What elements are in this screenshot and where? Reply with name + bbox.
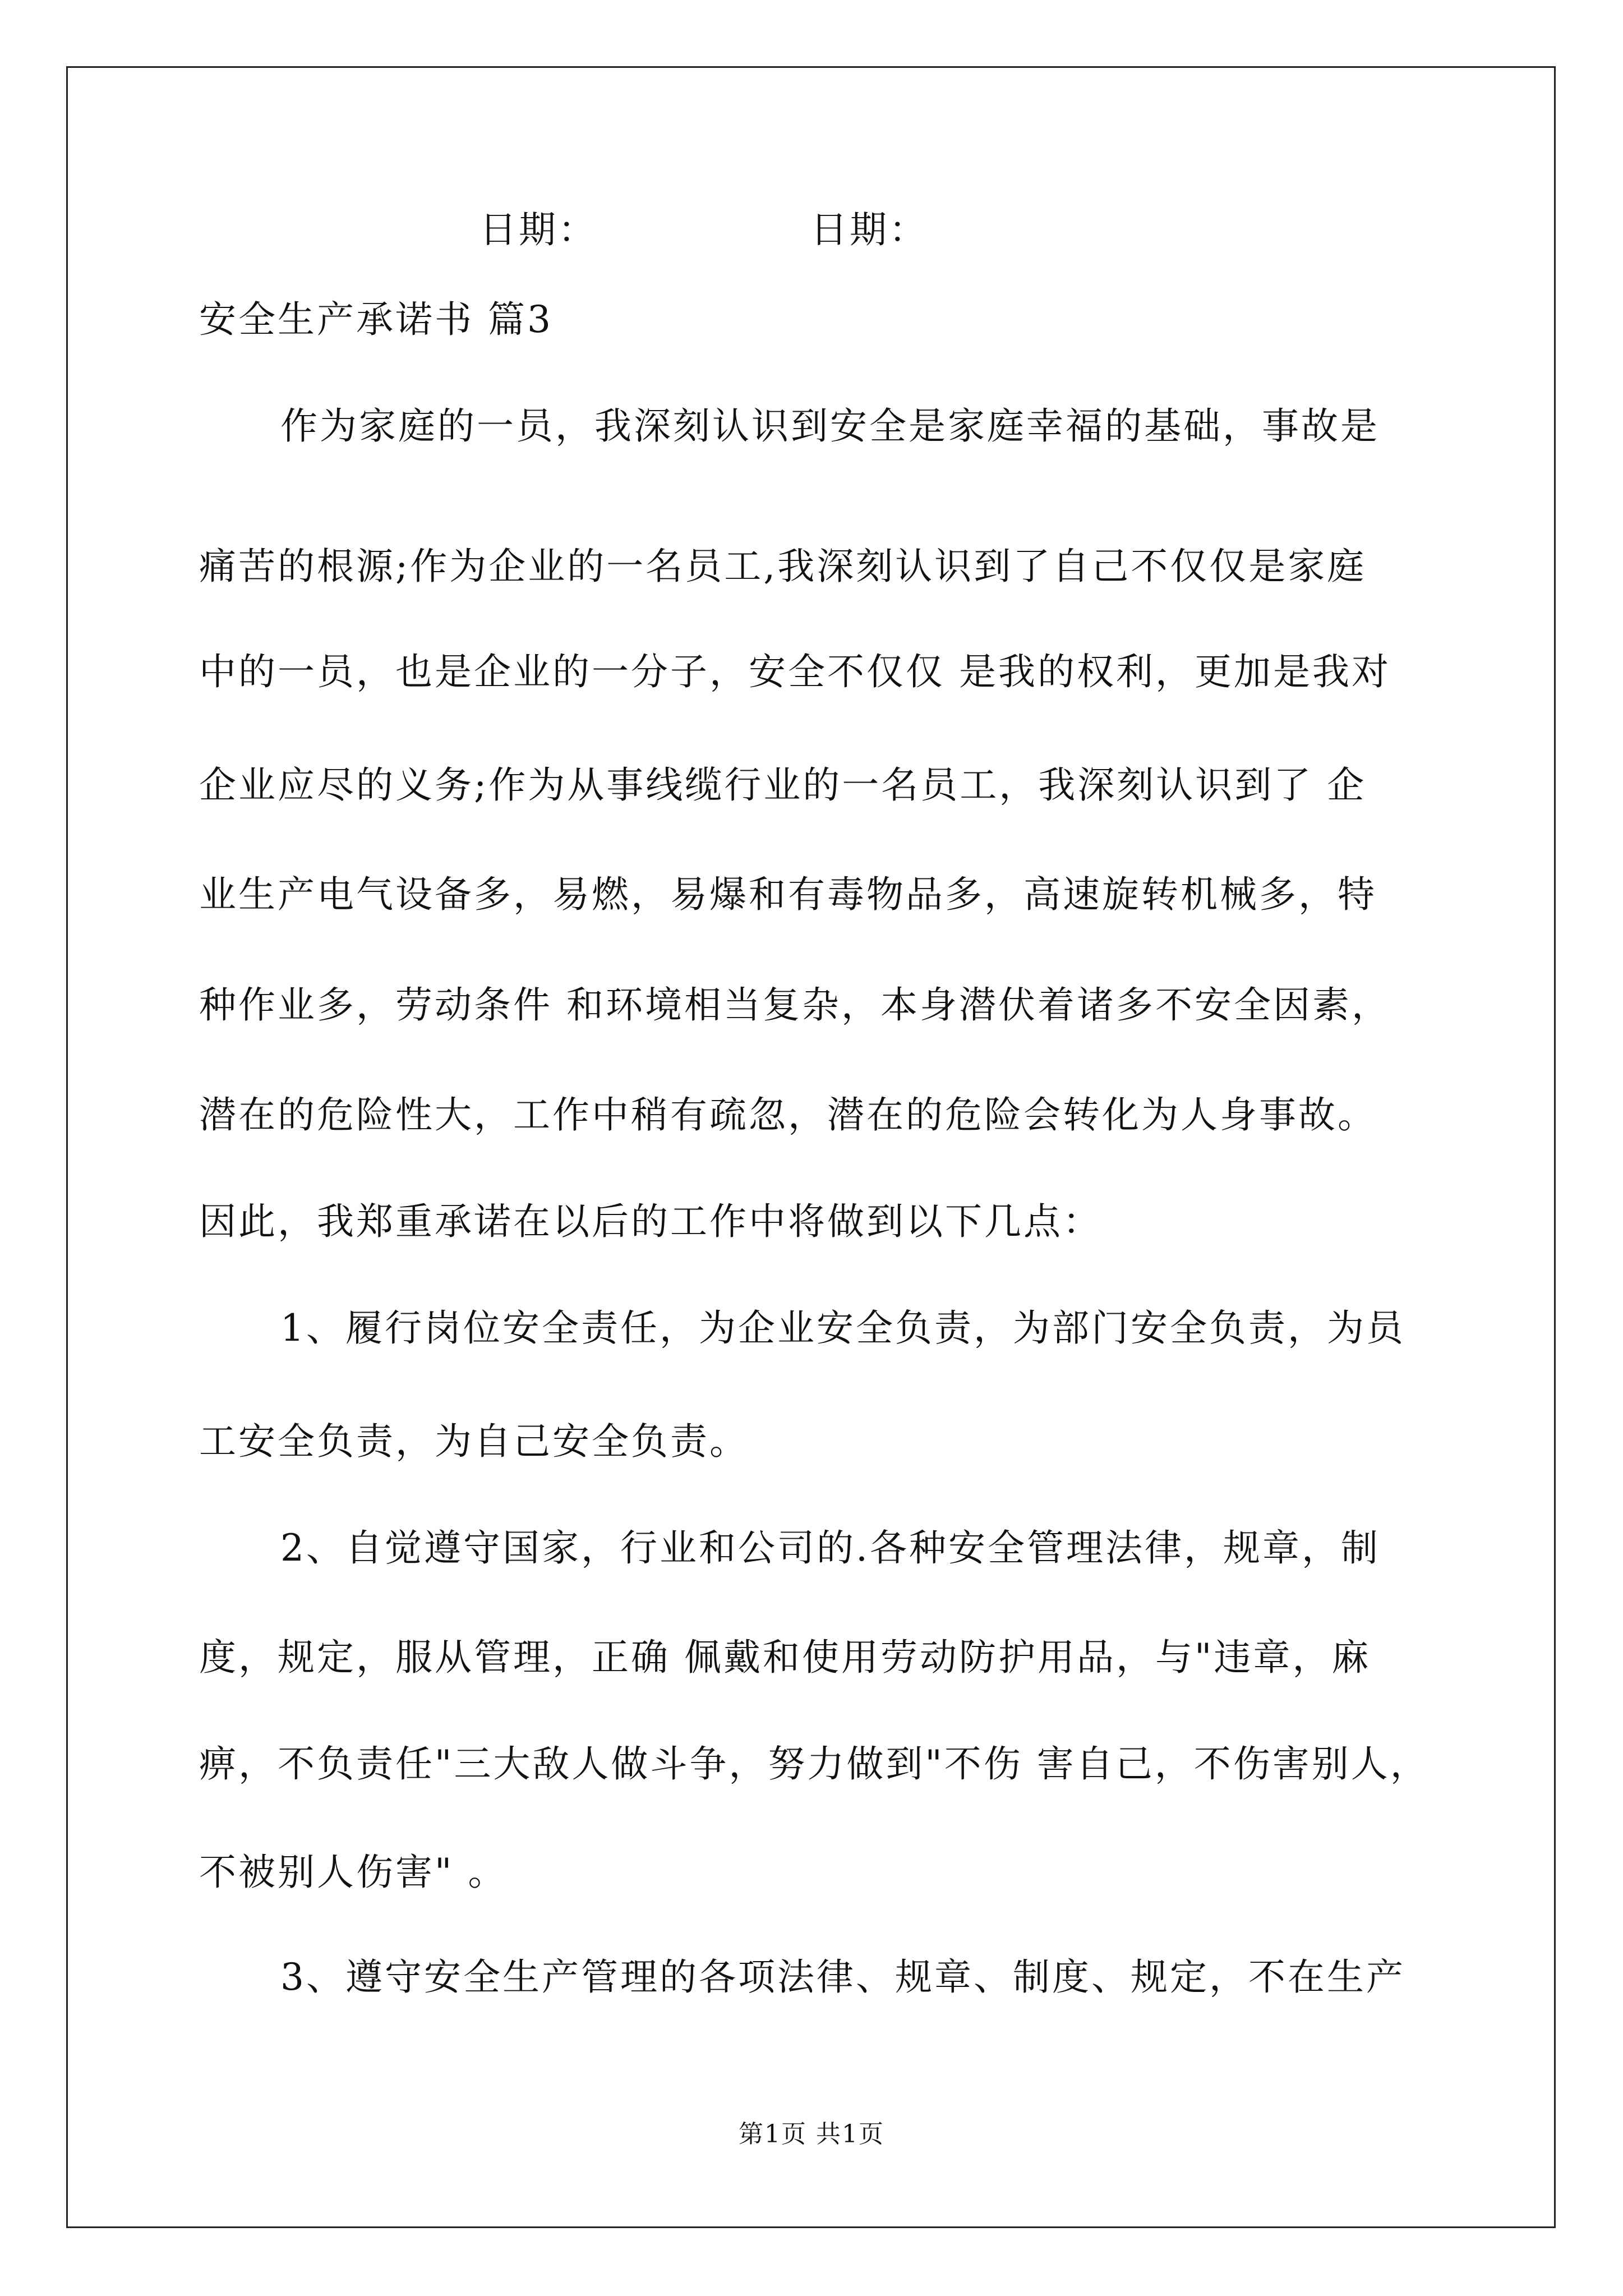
paragraph-1-line-5: 业生产电气设备多，易燃，易爆和有毒物品多，高速旋转机械多，特 [199,873,1377,916]
item-1-line-2: 工安全负责，为自己安全负责。 [199,1420,749,1463]
item-2-line-3: 痹，不负责任"三大敌人做斗争，努力做到"不伤 害自己，不伤害别人， [199,1742,1430,1786]
item-2-line-4: 不被别人伤害" 。 [199,1851,508,1894]
item-2-line-1: 2、自觉遵守国家，行业和公司的.各种安全管理法律，规章，制 [280,1526,1380,1570]
paragraph-1-line-2: 痛苦的根源;作为企业的一名员工,我深刻认识到了自己不仅仅是家庭 [199,545,1367,588]
page-border [66,66,1556,2228]
page-footer: 第1页 共1页 [739,2120,884,2148]
paragraph-1-line-3: 中的一员，也是企业的一分子，安全不仅仅 是我的权利，更加是我对 [199,650,1391,693]
paragraph-1-line-7: 潜在的危险性大，工作中稍有疏忽，潜在的危险会转化为人身事故。 [199,1093,1377,1137]
date-label-1: 日期： [479,208,597,251]
date-label-2: 日期： [810,208,928,251]
paragraph-1-line-6: 种作业多，劳动条件 和环境相当复杂，本身潜伏着诸多不安全因素， [199,983,1391,1027]
paragraph-1-line-1: 作为家庭的一员，我深刻认识到安全是家庭幸福的基础，事故是 [280,404,1380,448]
item-1-line-1: 1、履行岗位安全责任，为企业安全负责，为部门安全负责，为员 [280,1306,1405,1350]
paragraph-1-line-8: 因此，我郑重承诺在以后的工作中将做到以下几点： [199,1200,1102,1243]
paragraph-1-line-4: 企业应尽的义务;作为从事线缆行业的一名员工，我深刻认识到了 企 [199,763,1367,807]
item-3-line-1: 3、遵守安全生产管理的各项法律、规章、制度、规定，不在生产 [280,1955,1405,1999]
section-title: 安全生产承诺书 篇3 [199,298,553,341]
item-2-line-2: 度，规定，服从管理，正确 佩戴和使用劳动防护用品，与"违章，麻 [199,1636,1371,1679]
